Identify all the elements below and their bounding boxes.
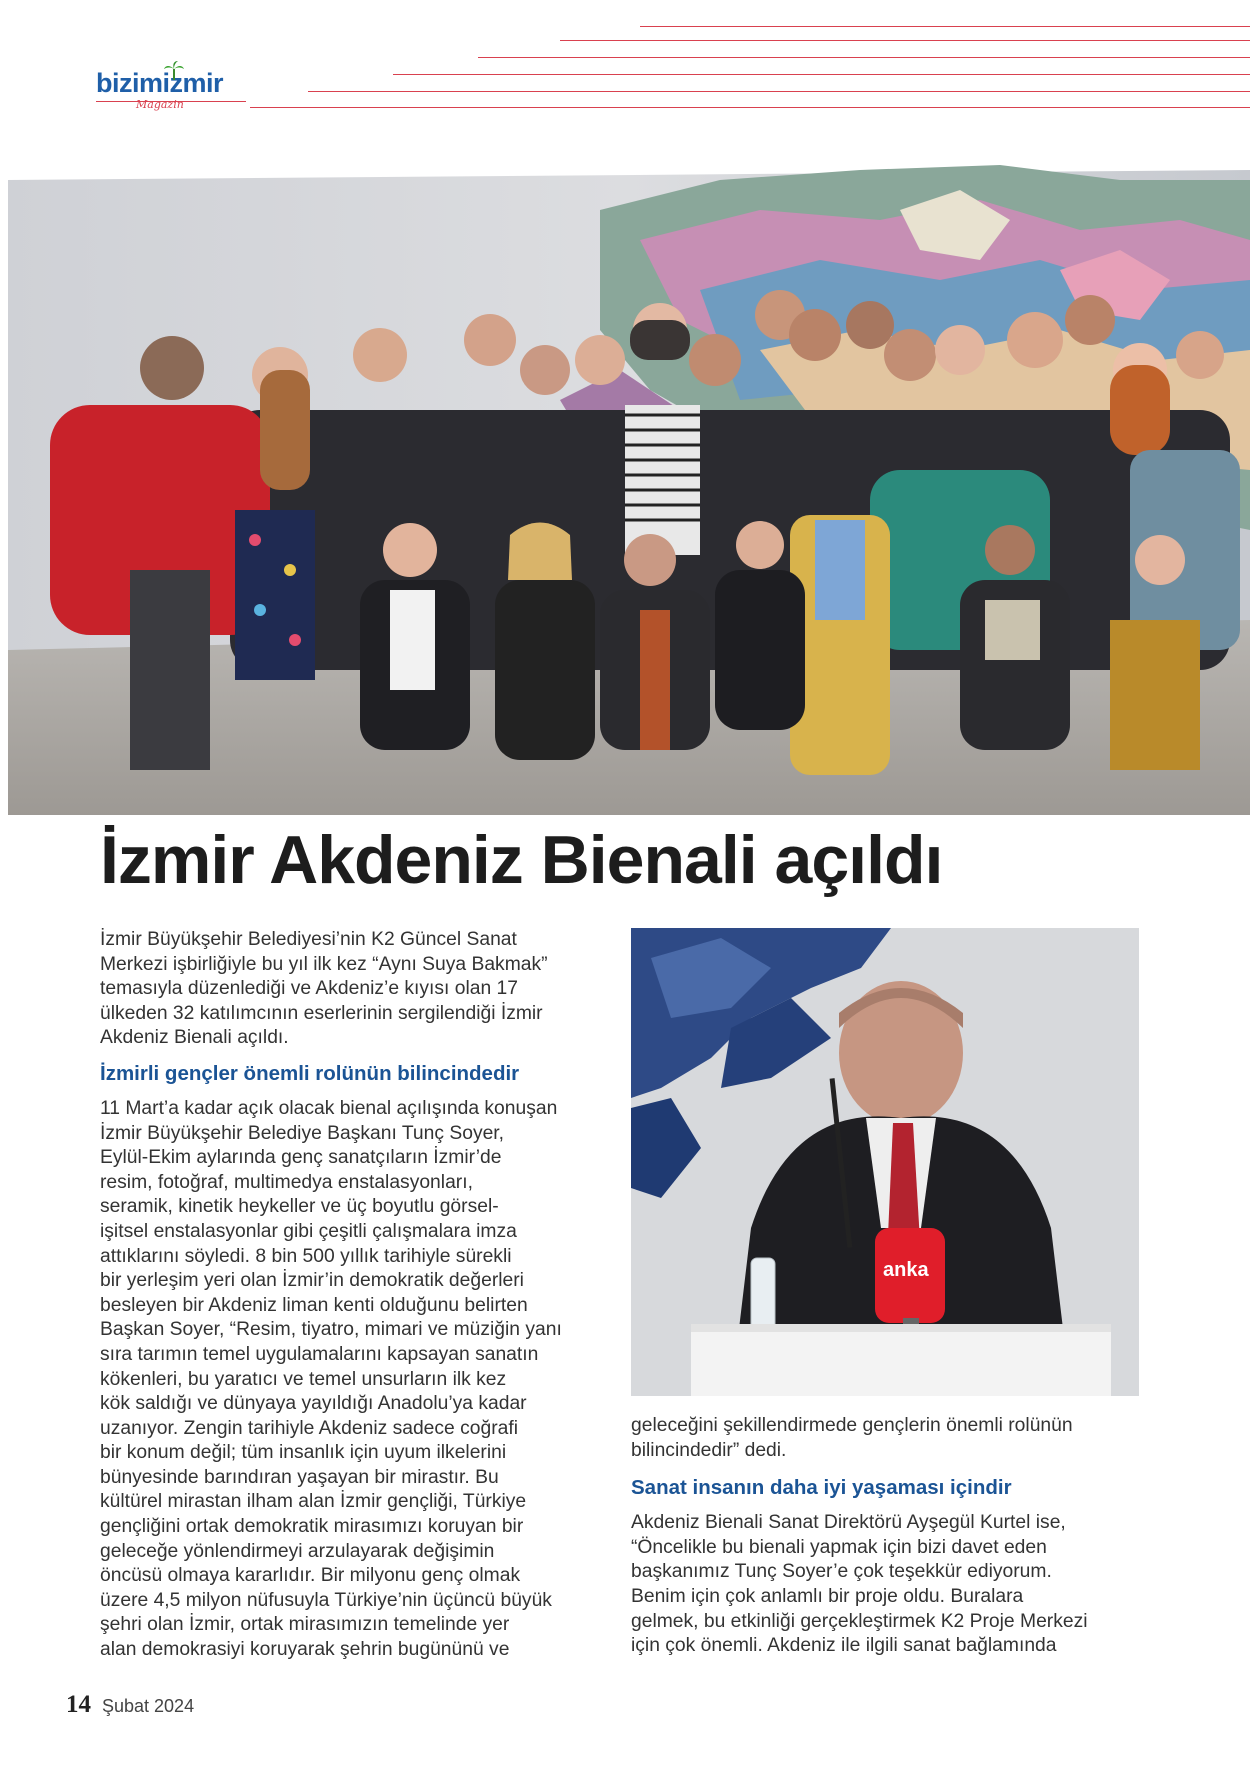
body-line: besleyen bir Akdeniz liman kenti olduğunu belirten bbox=[100, 1294, 528, 1316]
body-line: şehri olan İzmir, ortak mirasımızın temelinde yer bbox=[100, 1614, 510, 1636]
intro-line: Akdeniz Bienali açıldı. bbox=[100, 1027, 289, 1049]
body-line: Akdeniz Bienali Sanat Direktörü Ayşegül Kurtel ise, bbox=[631, 1512, 1066, 1534]
body-line: kültürel mirastan ilham alan İzmir gençliği, Türkiye bbox=[100, 1491, 527, 1513]
body-line: işitsel enstalasyonlar gibi çeşitli çalışmalara imza bbox=[100, 1220, 517, 1242]
subheading-young-people: İzmirli gençler önemli rolünün bilincindedir bbox=[100, 1061, 520, 1085]
intro-line: ülkeden 32 katılımcının eserlerinin sergilendiği İzmir bbox=[100, 1002, 543, 1024]
body-line: kök saldığı ve dünyaya yayıldığı Anadolu’ya kadar bbox=[100, 1393, 527, 1415]
page-number: 14 bbox=[66, 1691, 91, 1718]
intro-line: Merkezi işbirliğiyle bu yıl ilk kez “Aynı Suya Bakmak” bbox=[100, 953, 548, 975]
article-right-column bbox=[631, 1414, 1139, 1659]
intro-line: İzmir Büyükşehir Belediyesi’nin K2 Güncel Sanat bbox=[100, 929, 517, 950]
body-line: geleceğini şekillendirmede gençlerin önemli rolünün bbox=[631, 1415, 1073, 1436]
body-line: attıklarını söyledi. 8 bin 500 yıllık tarihiyle sürekli bbox=[100, 1245, 512, 1267]
body-line: Başkan Soyer, “Resim, tiyatro, mimari ve müziğin yanı bbox=[100, 1319, 562, 1341]
body-line: Eylül-Ekim aylarında genç sanatçıların İzmir’de bbox=[100, 1147, 502, 1169]
body-line: gençliğini ortak demokratik mirasımızı koruyan bir bbox=[100, 1516, 524, 1538]
body-line: Benim için çok anlamlı bir proje oldu. Buralara bbox=[631, 1585, 1024, 1607]
logo-wordmark bbox=[96, 68, 223, 99]
body-line: için çok önemli. Akdeniz ile ilgili sanat bağlamında bbox=[631, 1635, 1057, 1657]
body-line: bir konum değil; tüm insanlık için uyum ilkelerini bbox=[100, 1442, 507, 1464]
intro-line: temasıyla düzenlediği ve Akdeniz’e kıyısı olan 17 bbox=[100, 978, 519, 1000]
logo-part1: bizim bbox=[96, 68, 163, 98]
article-left-column bbox=[100, 928, 608, 1663]
subheading-art-better-life: Sanat insanın daha iyi yaşaması içindir bbox=[631, 1476, 1012, 1500]
speaker-photo bbox=[631, 928, 1139, 1396]
article-body-1 bbox=[100, 1097, 608, 1663]
body-line: gelmek, bu etkinliği gerçekleştirmek K2 Proje Merkezi bbox=[631, 1610, 1088, 1632]
body-line: alan demokrasiyi koruyarak şehrin bugününü ve bbox=[100, 1639, 510, 1661]
body-line: seramik, kinetik heykeller ve üç boyutlu görsel- bbox=[100, 1196, 499, 1218]
article-body-2 bbox=[631, 1414, 1139, 1463]
body-line: bünyesinde barındıran yaşayan bir mirastır. Bu bbox=[100, 1466, 499, 1488]
body-line: İzmir Büyükşehir Belediye Başkanı Tunç Soyer, bbox=[100, 1122, 505, 1144]
body-line: öncüsü olmaya kararlıdır. Bir milyonu genç olmak bbox=[100, 1565, 521, 1587]
body-line: bilincindedir” dedi. bbox=[631, 1439, 787, 1461]
body-line: resim, fotoğraf, multimedya enstalasyonları, bbox=[100, 1171, 473, 1193]
issue-date: Şubat 2024 bbox=[102, 1696, 195, 1716]
article-title: İzmir Akdeniz Bienali açıldı bbox=[100, 822, 943, 898]
logo-part2: izmir bbox=[162, 68, 224, 98]
group-photo-illustration bbox=[0, 150, 1250, 815]
speaker-illustration bbox=[631, 928, 1139, 1396]
article-body-3 bbox=[631, 1511, 1139, 1659]
body-line: sıra tarımın temel uygulamalarını kapsayan sanatın bbox=[100, 1343, 539, 1365]
article-intro bbox=[100, 928, 608, 1051]
body-line: bir yerleşim yeri olan İzmir’in demokratik değerleri bbox=[100, 1270, 524, 1292]
logo-subtitle: Magazin bbox=[136, 98, 184, 111]
mic-flag-label: anka bbox=[883, 1259, 929, 1281]
palm-tree-icon bbox=[163, 60, 185, 82]
body-line: üzere 4,5 milyon nüfusuyla Türkiye’nin üçüncü büyük bbox=[100, 1589, 552, 1611]
body-line: “Öncelikle bu bienali yapmak için bizi davet eden bbox=[631, 1536, 1047, 1558]
body-line: geleceğe yönlendirmeyi arzulayarak değişimin bbox=[100, 1540, 495, 1562]
body-line: uzanıyor. Zengin tarihiyle Akdeniz sadece coğrafi bbox=[100, 1417, 519, 1439]
body-line: kökenleri, bu yaratıcı ve temel unsurların ilk kez bbox=[100, 1368, 507, 1390]
body-line: başkanımız Tunç Soyer’e çok teşekkür ediyorum. bbox=[631, 1561, 1052, 1583]
hero-group-photo bbox=[0, 150, 1250, 815]
magazine-logo bbox=[96, 64, 246, 114]
body-line: 11 Mart’a kadar açık olacak bienal açılışında konuşan bbox=[100, 1097, 558, 1119]
